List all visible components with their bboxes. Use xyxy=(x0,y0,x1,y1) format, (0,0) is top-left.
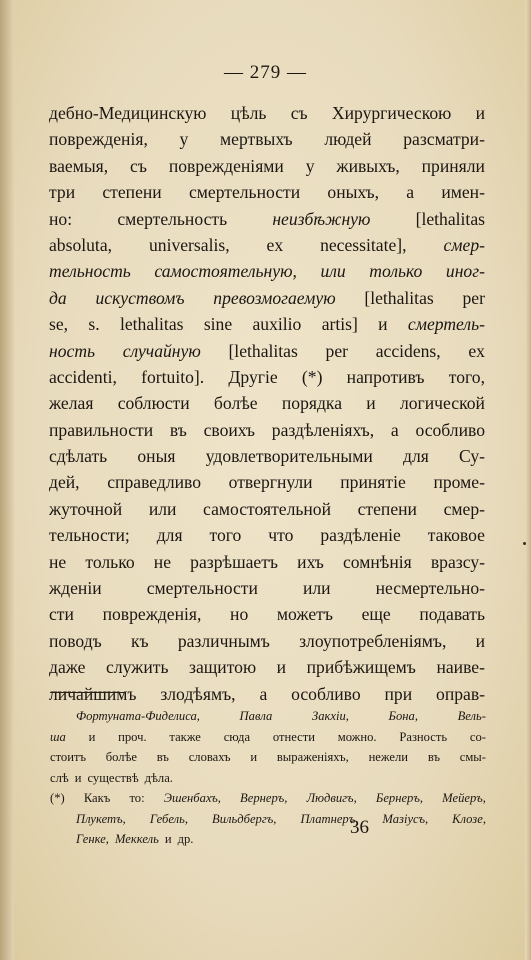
word: таковое xyxy=(427,525,485,546)
word: разсматри- xyxy=(403,129,485,150)
word: но: xyxy=(49,208,73,229)
word: правильности xyxy=(49,419,154,440)
text-line xyxy=(49,258,485,284)
word: дей, xyxy=(49,472,80,493)
word: (*) xyxy=(301,366,323,387)
word: при xyxy=(384,683,413,704)
footnote-word: стоитъ xyxy=(50,750,86,764)
footnote-word: словахъ xyxy=(188,750,231,764)
word: злоупотребленіямъ, xyxy=(299,630,447,651)
word: ex xyxy=(468,340,485,361)
word: служить xyxy=(106,657,169,678)
word: особливо xyxy=(415,419,485,440)
footnote-line xyxy=(50,747,486,768)
footnote-word: проч. xyxy=(118,729,147,744)
footnote-word: то: xyxy=(129,791,145,805)
word: несмертельно- xyxy=(375,578,485,599)
footnote-line xyxy=(50,768,486,789)
footnote-word: Бернеръ, xyxy=(375,791,424,805)
footnote-word: нежели xyxy=(368,750,409,764)
word: поврежденія, xyxy=(49,129,148,150)
word: съ xyxy=(130,155,147,176)
word: у xyxy=(305,155,315,176)
word: но xyxy=(230,604,249,625)
text-line xyxy=(49,338,485,364)
text-line xyxy=(49,417,485,443)
footnote-line xyxy=(50,788,486,809)
footnote-word: Вель- xyxy=(457,709,486,723)
word: оныхъ, xyxy=(327,182,380,203)
word: отвергнули xyxy=(228,472,313,493)
text-line xyxy=(49,522,485,548)
word: s. xyxy=(88,314,100,335)
word: въ xyxy=(169,419,187,440)
text-line xyxy=(49,443,485,469)
word: [lethalitas xyxy=(228,340,298,361)
text-line xyxy=(49,654,485,680)
text-line xyxy=(49,681,485,707)
word: necessitate], xyxy=(320,234,407,255)
footnote-line xyxy=(50,829,486,850)
word: absoluta, xyxy=(49,234,113,255)
word: различнымъ xyxy=(177,630,270,651)
word: смертель- xyxy=(407,314,485,335)
word: оныя xyxy=(137,446,176,467)
footnote-word: дѣла. xyxy=(144,770,173,785)
footnote-word: Павла xyxy=(239,709,273,723)
word: или xyxy=(148,498,177,519)
word: разрѣшаетъ xyxy=(190,551,279,572)
word: смертельность xyxy=(117,208,228,229)
text-line xyxy=(49,100,485,126)
footnote-word: и xyxy=(164,832,172,846)
footnote-word: Вернеръ, xyxy=(240,791,288,805)
signature-mark: 36 xyxy=(350,817,369,838)
word: мертвыхъ xyxy=(220,129,293,150)
word: artis] xyxy=(321,314,358,335)
word: жуточной xyxy=(49,498,123,519)
text-line xyxy=(49,364,485,390)
footnote-word: слѣ xyxy=(50,770,69,785)
footnote-word: Генке, xyxy=(76,832,109,846)
text-line xyxy=(49,628,485,654)
text-line xyxy=(49,311,485,337)
text-line xyxy=(49,232,485,258)
word: или xyxy=(302,578,331,599)
word: оправ- xyxy=(436,683,485,704)
word: справедливо xyxy=(107,472,201,493)
word: сти xyxy=(49,604,74,625)
footnote-word: Гебель, xyxy=(149,811,189,826)
word: соблюсти xyxy=(117,393,190,414)
word: живыхъ, xyxy=(336,155,400,176)
word: случайную xyxy=(122,340,201,361)
footnote-word: др. xyxy=(177,832,194,846)
word: ихъ xyxy=(297,551,324,572)
word: поврежденія, xyxy=(102,604,202,625)
word: вразсу- xyxy=(430,551,485,572)
footnotes-block xyxy=(50,706,486,850)
word: имен- xyxy=(441,182,485,203)
word: искуствомъ xyxy=(95,287,185,308)
footnote-word: существѣ xyxy=(87,770,139,785)
footnote-word: со- xyxy=(469,729,486,744)
word: ность xyxy=(49,340,96,361)
word: самостоятельной xyxy=(203,498,331,519)
text-line xyxy=(49,206,485,232)
word: смер- xyxy=(443,498,485,519)
word: логической xyxy=(399,393,485,414)
word: per xyxy=(462,287,485,308)
text-line xyxy=(49,390,485,416)
ink-speck xyxy=(523,542,526,545)
word: степени xyxy=(357,498,417,519)
word: не xyxy=(49,551,67,572)
footnote-word: въ xyxy=(156,750,169,764)
word: для xyxy=(403,446,429,467)
text-line xyxy=(49,601,485,627)
footnote-word: сюда xyxy=(223,729,251,744)
word: напротивъ xyxy=(346,366,425,387)
word: и xyxy=(378,314,388,335)
text-line xyxy=(49,469,485,495)
footnote-word: въ xyxy=(427,750,440,764)
word: только xyxy=(85,551,135,572)
word: что xyxy=(268,525,294,546)
word: степени xyxy=(102,182,162,203)
word: ex xyxy=(266,234,284,255)
word: accidenti, xyxy=(49,366,117,387)
footnote-line xyxy=(50,727,486,748)
text-line xyxy=(49,285,485,311)
word: у xyxy=(179,129,189,150)
main-text-block xyxy=(49,100,485,707)
word: проме- xyxy=(433,472,485,493)
word: своихъ xyxy=(203,419,256,440)
footnote-line xyxy=(50,809,486,830)
word: неизбѣжную xyxy=(272,208,371,229)
word: se, xyxy=(49,314,69,335)
word: [lethalitas xyxy=(415,208,485,229)
word: того xyxy=(209,525,242,546)
word: смертельности xyxy=(188,182,301,203)
text-line xyxy=(49,126,485,152)
word: подавать xyxy=(419,604,485,625)
word: смертельности xyxy=(146,578,258,599)
footnote-word: Закхіи, xyxy=(311,709,349,723)
footnote-word: Плукетъ, xyxy=(76,811,126,826)
footnote-word: выраженіяхъ, xyxy=(276,750,349,764)
word: порядка xyxy=(281,393,343,414)
footnote-word: Фортуната-Фиделиса, xyxy=(76,709,200,723)
word: можетъ xyxy=(276,604,333,625)
word: прибѣжищемъ xyxy=(306,657,416,678)
footnote-word: отнести xyxy=(272,729,315,744)
word: смер- xyxy=(443,234,485,255)
word: ваемыя, xyxy=(49,155,109,176)
word: съ xyxy=(290,103,308,123)
footnote-word: и xyxy=(74,770,82,785)
word: принятіе xyxy=(340,472,406,493)
word: Другіе xyxy=(228,366,278,387)
word: и xyxy=(475,630,485,651)
word: тельности; xyxy=(49,525,130,546)
footnote-word: Клозе, xyxy=(452,811,486,826)
word: per xyxy=(325,340,348,361)
footnote-word: Бона, xyxy=(388,709,418,723)
word: превозмогаемую xyxy=(213,287,336,308)
word: sine xyxy=(203,314,233,335)
word: еще xyxy=(361,604,391,625)
page-number: — 279 — xyxy=(224,62,307,83)
word: даже xyxy=(49,657,86,678)
word: цѣль xyxy=(230,103,267,123)
footnote-word: смы- xyxy=(459,750,486,764)
word: Су- xyxy=(459,446,485,467)
footnote-word: Разность xyxy=(399,729,448,744)
word: болѣе xyxy=(213,393,258,414)
word: [lethalitas xyxy=(364,287,434,308)
word: раздѣленіе xyxy=(320,525,401,546)
word: не xyxy=(153,551,172,572)
word: личайшимъ xyxy=(49,683,137,704)
footnote-word: также xyxy=(169,729,201,744)
word: самостоятельную, xyxy=(154,261,297,282)
footnote-word: и xyxy=(88,729,96,744)
word: или xyxy=(320,261,346,282)
word: сдѣлать xyxy=(49,446,108,467)
word: удовлетворительными xyxy=(205,446,373,467)
word: особливо xyxy=(291,683,361,704)
word: да xyxy=(49,287,67,308)
word: иног- xyxy=(445,261,485,282)
footnote-word: ша xyxy=(50,729,66,744)
word: наиве- xyxy=(436,657,485,678)
text-line xyxy=(49,575,485,601)
word: дебно-Медицинскую xyxy=(49,103,207,123)
word: къ xyxy=(130,630,149,651)
word: auxilio xyxy=(252,314,302,335)
footnote-word: Вильдбергъ, xyxy=(212,811,277,826)
word: три xyxy=(49,182,76,203)
footnote-line xyxy=(50,706,486,727)
word: тельность xyxy=(49,261,131,282)
word: lethalitas xyxy=(119,314,184,335)
word: а xyxy=(390,419,399,440)
word: а xyxy=(259,683,268,704)
word: сомнѣнія xyxy=(342,551,412,572)
word: раздѣленіяхъ, xyxy=(271,419,375,440)
word: того, xyxy=(448,366,485,387)
footnote-word: Какъ xyxy=(83,791,111,805)
word: fortuito]. xyxy=(141,366,205,387)
word: защитою xyxy=(189,657,257,678)
word: universalis, xyxy=(148,234,230,255)
word: а xyxy=(406,182,415,203)
footnote-word: Эшенбахъ, xyxy=(163,791,221,805)
word: поводъ xyxy=(49,630,102,651)
word: жденіи xyxy=(49,578,102,599)
footnote-word: и xyxy=(250,750,258,764)
text-line xyxy=(49,153,485,179)
footnote-word: (*) xyxy=(50,791,65,805)
word: и xyxy=(366,393,376,414)
word: и xyxy=(276,657,287,678)
word: и xyxy=(475,103,485,123)
footnote-word: Людвигъ, xyxy=(306,791,357,805)
footnote-word: Мейеръ, xyxy=(442,791,486,805)
footnote-separator xyxy=(50,692,124,693)
footnote-word: Платнеръ, xyxy=(300,811,359,826)
text-line xyxy=(49,496,485,522)
word: Хирургическою xyxy=(331,103,452,123)
word: для xyxy=(156,525,183,546)
footnote-word: болѣе xyxy=(105,750,138,764)
footnote-word: Мазіусъ, xyxy=(382,811,429,826)
page-edge-shadow xyxy=(525,0,531,960)
word: только xyxy=(369,261,423,282)
word: злодѣямъ, xyxy=(160,683,236,704)
text-line xyxy=(49,549,485,575)
word: людей xyxy=(324,129,372,150)
page-gutter-shadow xyxy=(0,0,14,960)
word: приняли xyxy=(421,155,485,176)
footnote-word: можно. xyxy=(337,729,377,744)
word: accidens, xyxy=(375,340,441,361)
word: поврежденіями xyxy=(168,155,284,176)
footnote-word: Меккель xyxy=(114,832,159,846)
text-line xyxy=(49,179,485,205)
word: желая xyxy=(49,393,94,414)
